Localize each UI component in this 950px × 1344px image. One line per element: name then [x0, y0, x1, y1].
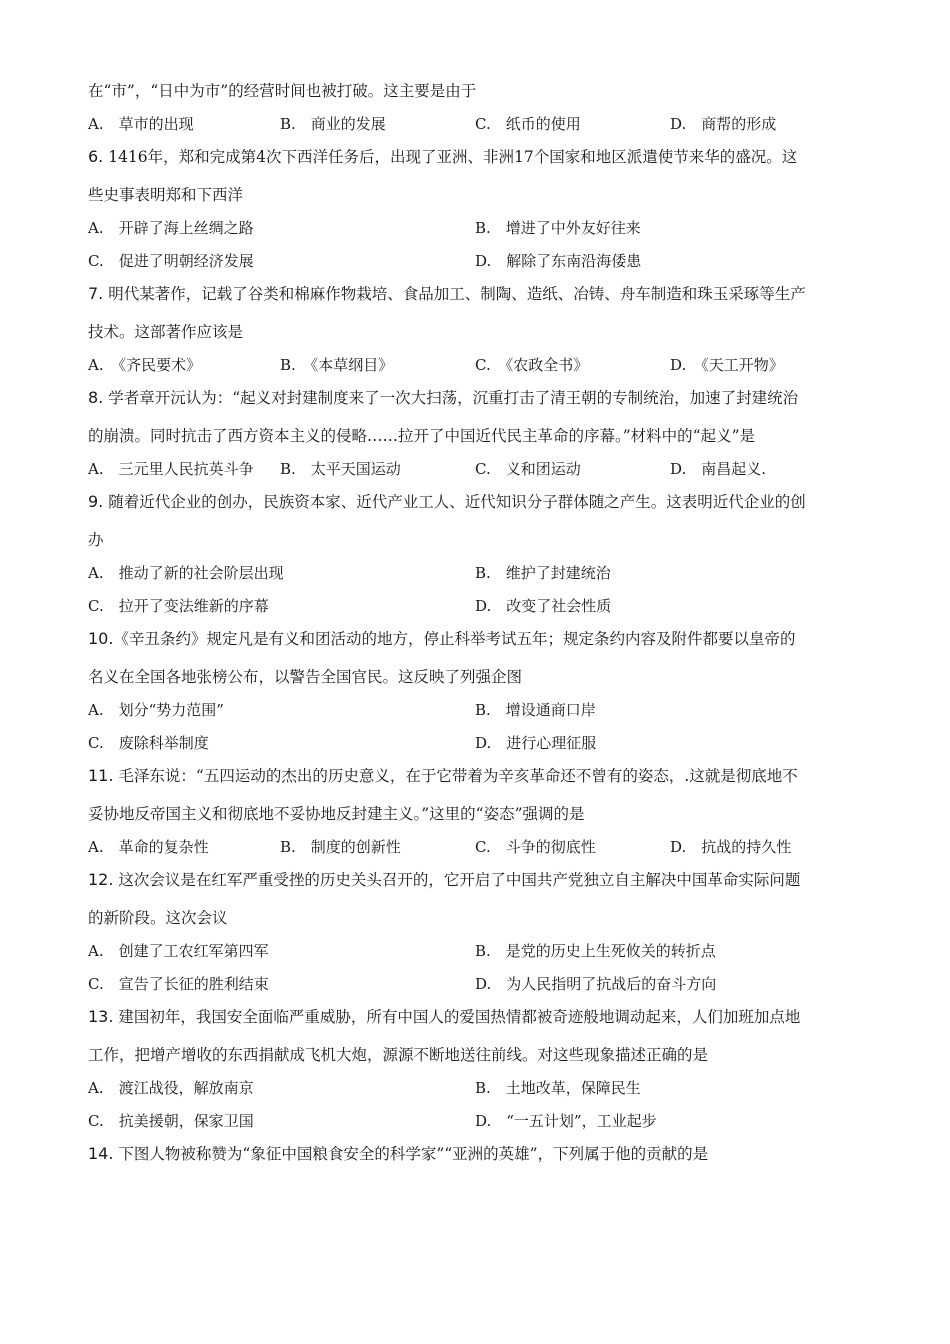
question-number: 13. — [88, 1007, 114, 1026]
question-13-stem-line-1: 13. 建国初年，我国安全面临严重威胁，所有中国人的爱国热情都被奇迹般地调动起来，人们加班加点地 — [88, 1007, 801, 1026]
question-8-option-c: C. 义和团运动 — [475, 460, 581, 478]
question-9-option-c: C. 拉开了变法维新的序幕 — [88, 597, 269, 615]
question-6-option-a: A. 开辟了海上丝绸之路 — [88, 219, 254, 237]
question-12-stem-line-2: 的新阶段。这次会议 — [88, 909, 228, 927]
question-14-stem-line-1: 14. 下图人物被称赞为“象征中国粮食安全的科学家”“亚洲的英雄”，下列属于他的贡献的是 — [88, 1144, 709, 1163]
question-6-option-b: B. 增进了中外友好往来 — [475, 219, 641, 237]
question-8-stem-line-2: 的崩溃。同时抗击了西方资本主义的侵略……拉开了中国近代民主革命的序幕。”材料中的“起义”是 — [88, 427, 756, 445]
question-7-option-d: D. 《天工开物》 — [670, 356, 784, 374]
question-9-option-b: B. 维护了封建统治 — [475, 564, 611, 582]
question-9-stem-line-1: 9. 随着近代企业的创办，民族资本家、近代产业工人、近代知识分子群体随之产生。这表明近代企业的创 — [88, 492, 806, 511]
question-11-option-c: C. 斗争的彻底性 — [475, 838, 596, 856]
question-11-option-d: D. 抗战的持久性 — [670, 838, 792, 856]
question-5-option-c: C. 纸币的使用 — [475, 115, 581, 133]
question-5-option-d: D. 商帮的形成 — [670, 115, 777, 133]
question-9-stem-line-2: 办 — [88, 531, 104, 549]
question-7-stem-line-1: 7. 明代某著作，记载了谷类和棉麻作物栽培、食品加工、制陶、造纸、冶铸、舟车制造和珠玉采琢等生产 — [88, 284, 806, 303]
question-12-stem-line-1: 12. 这次会议是在红军严重受挫的历史关头召开的，它开启了中国共产党独立自主解决中国革命实际问题 — [88, 870, 801, 889]
question-13-option-b: B. 土地改革，保障民生 — [475, 1079, 641, 1097]
question-9-option-d: D. 改变了社会性质 — [475, 597, 612, 615]
question-5-stem-line: 在“市”，“日中为市”的经营时间也被打破。这主要是由于 — [88, 82, 477, 100]
question-6-stem-line-2: 些史事表明郑和下西洋 — [88, 186, 244, 204]
question-9-option-a: A. 推动了新的社会阶层出现 — [88, 564, 284, 582]
question-number: 8. — [88, 388, 104, 407]
question-12-option-a: A. 创建了工农红军第四军 — [88, 942, 269, 960]
question-10-option-b: B. 增设通商口岸 — [475, 701, 596, 719]
question-number: 14. — [88, 1144, 114, 1163]
question-5-option-a: A. 草市的出现 — [88, 115, 194, 133]
question-11-option-a: A. 革命的复杂性 — [88, 838, 209, 856]
question-12-option-d: D. 为人民指明了抗战后的奋斗方向 — [475, 975, 717, 993]
question-number: 6. — [88, 147, 104, 166]
question-8-option-d: D. 南昌起义. — [670, 460, 767, 478]
question-8-option-a: A. 三元里人民抗英斗争 — [88, 460, 254, 478]
question-number: 9. — [88, 492, 104, 511]
question-7-option-b: B. 《本草纲目》 — [280, 356, 394, 374]
question-number: 10. — [88, 629, 114, 648]
question-13-option-d: D. “一五计划”，工业起步 — [475, 1112, 657, 1130]
question-10-stem-line-2: 名义在全国各地张榜公布，以警告全国官民。这反映了列强企图 — [88, 668, 523, 686]
question-11-stem-line-2: 妥协地反帝国主义和彻底地不妥协地反封建主义。”这里的“姿态”强调的是 — [88, 805, 585, 823]
question-number: 12. — [88, 870, 114, 889]
question-number: 11. — [88, 766, 114, 785]
question-5-option-b: B. 商业的发展 — [280, 115, 386, 133]
question-10-option-d: D. 进行心理征服 — [475, 734, 597, 752]
question-6-stem-line-1: 6. 1416年，郑和完成第4次下西洋任务后，出现了亚洲、非洲17个国家和地区派遣使节来华的盛况。这 — [88, 147, 798, 166]
question-6-option-d: D. 解除了东南沿海倭患 — [475, 252, 642, 270]
question-12-option-b: B. 是党的历史上生死攸关的转折点 — [475, 942, 716, 960]
question-13-option-c: C. 抗美援朝，保家卫国 — [88, 1112, 254, 1130]
question-8-option-b: B. 太平天国运动 — [280, 460, 401, 478]
question-6-option-c: C. 促进了明朝经济发展 — [88, 252, 254, 270]
question-13-option-a: A. 渡江战役，解放南京 — [88, 1079, 254, 1097]
question-number: 7. — [88, 284, 104, 303]
question-7-option-a: A. 《齐民要术》 — [88, 356, 202, 374]
question-10-option-c: C. 废除科举制度 — [88, 734, 209, 752]
question-7-stem-line-2: 技术。这部著作应该是 — [88, 323, 244, 341]
question-12-option-c: C. 宣告了长征的胜利结束 — [88, 975, 269, 993]
question-10-option-a: A. 划分“势力范围” — [88, 701, 224, 719]
question-13-stem-line-2: 工作，把增产增收的东西捐献成飞机大炮，源源不断地送往前线。对这些现象描述正确的是 — [88, 1046, 709, 1064]
question-7-option-c: C. 《农政全书》 — [475, 356, 589, 374]
question-11-stem-line-1: 11. 毛泽东说：“五四运动的杰出的历史意义，在于它带着为辛亥革命还不曾有的姿态，.这就是彻底地不 — [88, 766, 798, 785]
question-10-stem-line-1: 10.《辛丑条约》规定凡是有义和团活动的地方，停止科举考试五年；规定条约内容及附件都要以皇帝的 — [88, 629, 796, 648]
question-11-option-b: B. 制度的创新性 — [280, 838, 401, 856]
question-8-stem-line-1: 8. 学者章开沅认为：“起义对封建制度来了一次大扫荡，沉重打击了清王朝的专制统治，加速了封建统治 — [88, 388, 799, 407]
